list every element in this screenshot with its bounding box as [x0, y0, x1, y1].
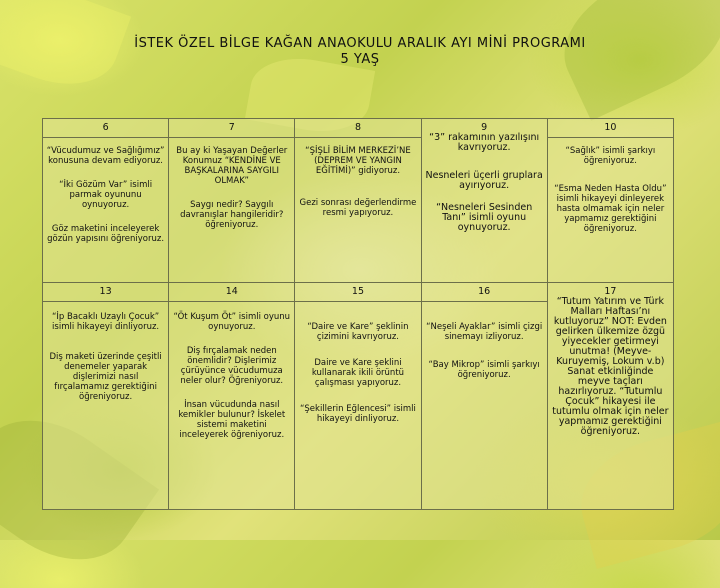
day-number: 6 — [43, 119, 169, 138]
activity-cell — [43, 302, 169, 510]
day-number-label: 17 — [604, 286, 617, 297]
activity: Göz maketini inceleyerek gözün yapısını öğreniyoruz. — [47, 224, 165, 244]
activity: “Vücudumuz ve Sağlığımız” konusuna devam ediyoruz. — [46, 146, 165, 166]
activity: “İki Gözüm Var” isimli parmak oyununu oynuyoruz. — [59, 180, 153, 210]
activity: “3” rakamının yazılışını kavrıyoruz. — [429, 132, 540, 153]
week-1-activities — [43, 138, 674, 283]
activity: “İp Bacaklı Uzaylı Çocuk” isimli hikayeyi dinliyoruz. — [52, 312, 160, 332]
day-number: 10 — [547, 119, 673, 138]
day-number: 15 — [295, 283, 421, 302]
title-line-1: İSTEK ÖZEL BİLGE KAĞAN ANAOKULU ARALIK AYI MİNİ PROGRAMI — [134, 36, 586, 51]
title-line-2: 5 YAŞ — [340, 52, 380, 67]
day-number: 8 — [295, 119, 421, 138]
day-number — [421, 119, 547, 283]
page-title — [0, 36, 720, 68]
activity: “Sağlık” isimli şarkıyı öğreniyoruz. — [565, 146, 656, 166]
activity: “Daire ve Kare” şeklinin çizimini kavrıyoruz. — [307, 322, 409, 342]
activity-cell — [295, 138, 421, 283]
activity: Daire ve Kare şeklini kullanarak ikili örüntü çalışması yapıyoruz. — [311, 358, 405, 388]
day-number: 13 — [43, 283, 169, 302]
activity-cell — [295, 302, 421, 510]
activity: Diş fırçalamak neden önemlidir? Dişlerimiz çürüyünce vücudumuza neler olur? Öğreniyoruz. — [180, 346, 284, 386]
activity: “Öt Kuşum Öt” isimli oyunu oynuyoruz. — [173, 312, 291, 332]
activity: Saygı nedir? Saygılı davranışlar hangileridir? öğreniyoruz. — [180, 200, 284, 230]
activity-cell — [421, 302, 547, 510]
week-1-day-row — [43, 119, 674, 138]
activity: Diş maketi üzerinde çeşitli denemeler yaparak dişlerimizi nasıl fırçalamamız gerektiğini öğreniyoruz. — [49, 352, 162, 402]
day-number: 7 — [169, 119, 295, 138]
day-number: 16 — [421, 283, 547, 302]
activity: “Şekillerin Eğlencesi” isimli hikayeyi dinliyoruz. — [300, 404, 416, 424]
activity: “Nesneleri Sesinden Tanı” isimli oyunu oynuyoruz. — [436, 202, 533, 233]
activity: Bu ay ki Yaşayan Değerler Konumuz “KENDİNE VE BAŞKALARINA SAYGILI OLMAK” — [176, 146, 288, 186]
day-number — [547, 283, 673, 510]
activity-cell — [169, 302, 295, 510]
activity: “Esma Neden Hasta Oldu” isimli hikayeyi dinleyerek hasta olmamak için neler yapmamız gerektiğini öğreniyoruz. — [554, 184, 667, 234]
day-number: 14 — [169, 283, 295, 302]
activity: “Tutum Yatırım ve Türk Malları Haftası’nı kutluyoruz” NOT: Evden gelirken ülkemize özgü yiyecekler getirmeyi unutma! (Meyve-Kuruyemiş, Lokum v.b) Sanat etkinliğinde meyve taçları hazırlıyoruz. “Tutumlu Çocuk” hikayesi ile tutumlu olmak için neler yapmamız gerektiğini öğreniyoruz. — [552, 296, 669, 437]
activity: Gezi sonrası değerlendirme resmi yapıyoruz. — [299, 198, 417, 218]
activity: İnsan vücudunda nasıl kemikler bulunur? İskelet sistemi maketini inceleyerek öğreniyoruz. — [178, 400, 286, 440]
activity: “ŞİŞLİ BİLİM MERKEZİ’NE (DEPREM VE YANGIN EĞİTİMİ)” gidiyoruz. — [305, 146, 411, 176]
activity: “Bay Mikrop” isimli şarkıyı öğreniyoruz. — [428, 360, 540, 380]
day-number-label: 9 — [481, 122, 488, 133]
program-table — [42, 118, 674, 510]
activity-cell — [43, 138, 169, 283]
activity: “Neşeli Ayaklar” isimli çizgi sinemayı izliyoruz. — [426, 322, 543, 342]
activity: Nesneleri üçerli gruplara ayırıyoruz. — [425, 170, 543, 191]
activity-cell — [547, 138, 673, 283]
week-2-day-row — [43, 283, 674, 302]
activity-cell — [169, 138, 295, 283]
